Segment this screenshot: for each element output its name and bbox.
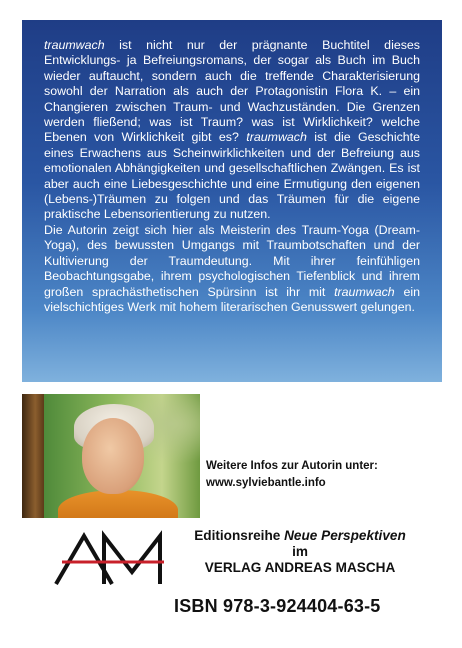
blurb-paragraph-2 <box>44 223 420 315</box>
publisher-name: VERLAG ANDREAS MASCHA <box>204 560 396 575</box>
publisher-im: im <box>292 544 308 559</box>
book-title: traumwach <box>334 284 395 299</box>
blurb-text-2a: Die Autorin zeigt sich hier als Meisterin des Traum-Yoga (Dream-Yoga), des bewussten Umgangs mit Traumbotschaften und der Kultivierung der Traumdeutung. Mit ihrer feinfühligen Beobachtungsgabe, ihrem psychologischen Tiefenblick und ihrem großen sprachästhetischen Spürsinn ist ihr mit <box>44 222 420 299</box>
blurb-text-2b: ein vielschichtiges Werk mit hohem literarischen Genusswert gelungen. <box>44 284 420 314</box>
publisher-logo-icon <box>48 526 168 590</box>
author-shirt <box>58 490 178 518</box>
blurb-box <box>22 20 442 382</box>
blurb-paragraph-1 <box>44 38 420 223</box>
tree-trunk <box>22 394 44 518</box>
isbn: ISBN 978-3-924404-63-5 <box>174 596 381 616</box>
author-face <box>82 418 144 494</box>
author-info <box>206 458 378 492</box>
series-line <box>170 528 430 544</box>
author-info-label: Weitere Infos zur Autorin unter: <box>206 460 378 472</box>
author-photo <box>22 394 200 518</box>
book-title: traumwach <box>44 38 105 52</box>
series-prefix: Editionsreihe <box>194 528 285 543</box>
publisher-block <box>170 528 430 576</box>
book-title: traumwach <box>246 130 307 145</box>
blurb-text-1a: ist nicht nur der prägnante Buchtitel dieses Entwicklungs- ja Befreiungsromans, der sogar als Buch im Buch wieder auftaucht, sondern auch die treffende Charakterisierung sowohl der Narration als auch der Protagonistin Flora K. – ein Changieren zwischen Traum- und Wachzuständen. Die Grenzen werden fließend; was ist Traum? was ist Wirklichkeit? welche Ebenen von Wirklichkeit gibt es? <box>44 38 420 145</box>
series-name: Neue Perspektiven <box>284 528 406 543</box>
blurb-text-1b: ist die Geschichte eines Erwachens aus Scheinwirklichkeiten und der Befreiung aus emotionalen Abhängigkeiten und gesellschaftlichen Zwängen. Es ist aber auch eine Liebesgeschichte und eine Ermutigung den eigenen (Lebens-)Träumen zu folgen und das Träumen für die eigene praktische Lebensorientierung zu nutzen. <box>44 130 420 222</box>
author-website-link[interactable]: www.sylviebantle.info <box>206 477 326 489</box>
